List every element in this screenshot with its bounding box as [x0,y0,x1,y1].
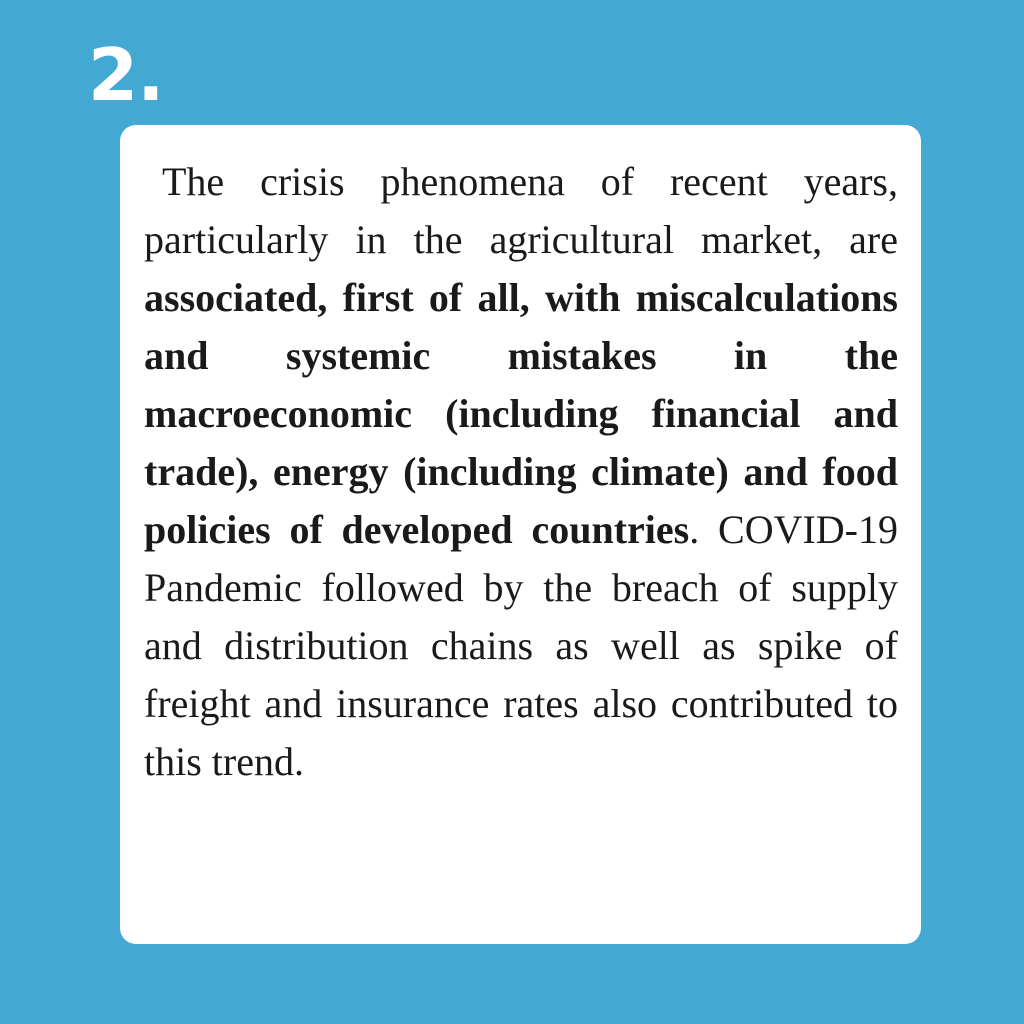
content-card [120,125,921,944]
slide-number: 2. [88,33,164,117]
card-paragraph [144,153,898,791]
paragraph-emphasis: associated, first of all, with miscalculations and systemic mistakes in the macroeconomic (including financial and trade), energy (including climate) and food policies of developed countries [144,275,898,552]
paragraph-outro: . COVID-19 Pandemic followed by the breach of supply and distribution chains as well as spike of freight and insurance rates also contributed to this trend. [144,507,898,784]
paragraph-intro: The crisis phenomena of recent years, particularly in the agricultural market, are [144,159,898,262]
